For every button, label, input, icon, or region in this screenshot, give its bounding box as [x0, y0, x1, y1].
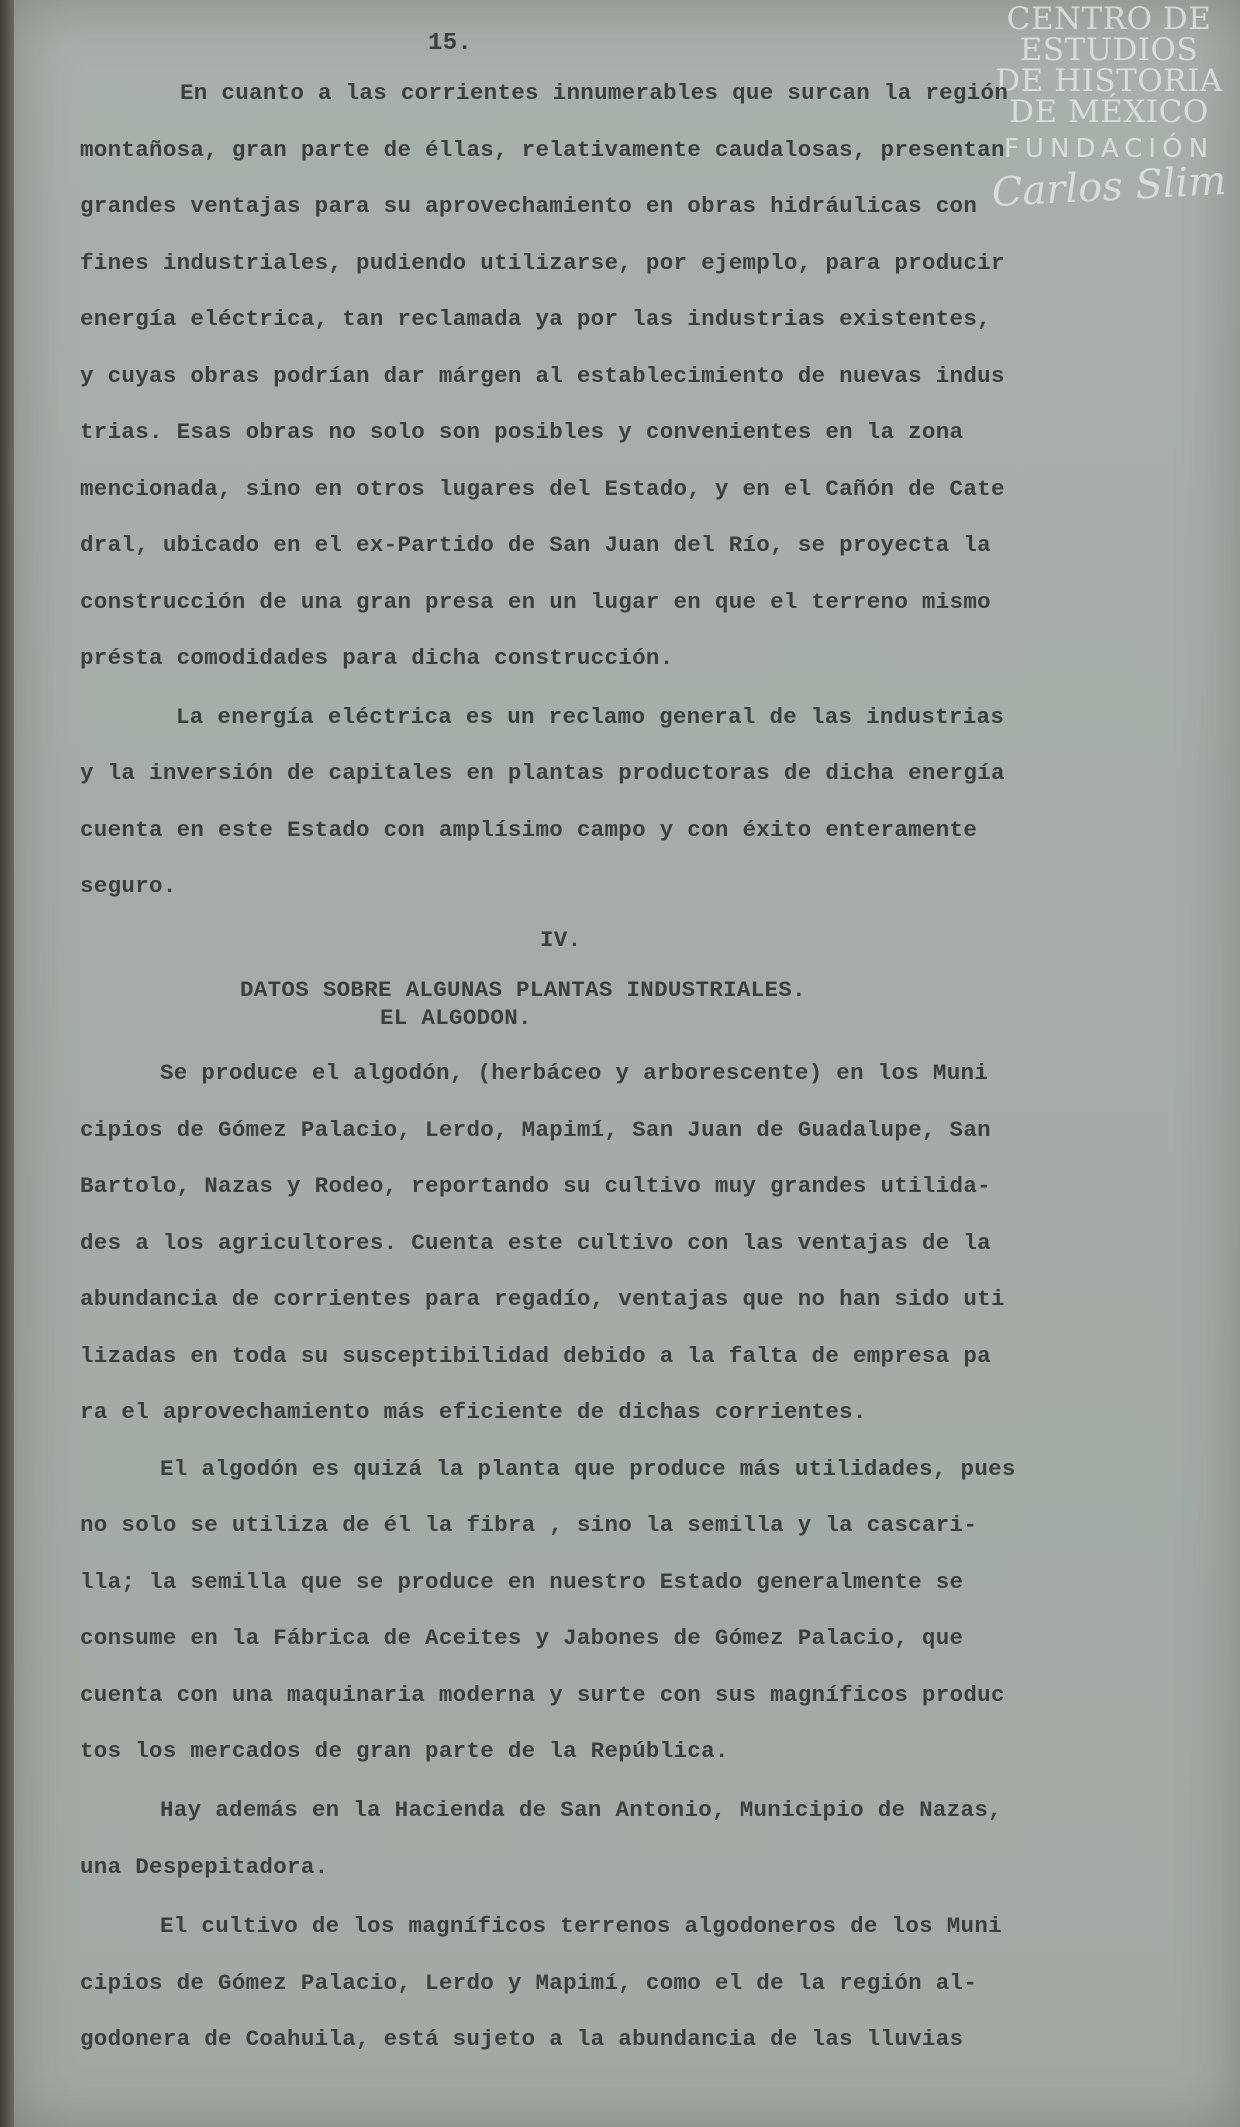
- text-line: y cuyas obras podrían dar márgen al establecimiento de nuevas indus: [80, 363, 1005, 389]
- text-line: y la inversión de capitales en plantas productoras de dicha energía: [80, 760, 1005, 786]
- section-number: IV.: [540, 927, 582, 953]
- text-line: El cultivo de los magníficos terrenos algodoneros de los Muni: [160, 1913, 1002, 1939]
- text-line: Se produce el algodón, (herbáceo y arborescente) en los Muni: [160, 1060, 989, 1086]
- text-line: una Despepitadora.: [80, 1854, 329, 1880]
- watermark-line: CENTRO DE: [1006, 1, 1212, 37]
- text-line: seguro.: [80, 873, 177, 899]
- text-line: En cuanto a las corrientes innumerables que surcan la región: [180, 80, 1009, 106]
- text-line: Hay además en la Hacienda de San Antonio, Municipio de Nazas,: [160, 1797, 1002, 1823]
- text-line: construcción de una gran presa en un lugar en que el terreno mismo: [80, 589, 991, 615]
- page-number: 15.: [428, 30, 473, 57]
- text-line: ra el aprovechamiento más eficiente de dichas corrientes.: [80, 1399, 867, 1425]
- text-line: cuenta en este Estado con amplísimo campo y con éxito enteramente: [80, 817, 978, 843]
- section-subheading: EL ALGODON.: [380, 1005, 532, 1031]
- watermark-signature: Carlos Slim: [990, 157, 1228, 217]
- text-line: lizadas en toda su susceptibilidad debido a la falta de empresa pa: [80, 1343, 991, 1369]
- scan-left-edge: [0, 0, 14, 2127]
- text-line: abundancia de corrientes para regadío, ventajas que no han sido uti: [80, 1286, 1005, 1312]
- section-heading: DATOS SOBRE ALGUNAS PLANTAS INDUSTRIALES.: [240, 977, 806, 1003]
- text-line: no solo se utiliza de él la fibra , sino la semilla y la cascari-: [80, 1512, 978, 1538]
- text-line: Bartolo, Nazas y Rodeo, reportando su cultivo muy grandes utilida-: [80, 1173, 991, 1199]
- text-line: cuenta con una maquinaria moderna y surte con sus magníficos produc: [80, 1682, 1005, 1708]
- text-line: El algodón es quizá la planta que produce más utilidades, pues: [160, 1456, 1016, 1482]
- document-page: [14, 0, 1240, 2127]
- text-line: tos los mercados de gran parte de la República.: [80, 1738, 729, 1764]
- archive-watermark: [984, 1, 1234, 314]
- text-line: La energía eléctrica es un reclamo general de las industrias: [176, 704, 1005, 730]
- watermark-line: DE MÉXICO: [1009, 94, 1209, 130]
- text-line: energía eléctrica, tan reclamada ya por las industrias existentes,: [80, 306, 991, 332]
- text-line: dral, ubicado en el ex-Partido de San Juan del Río, se proyecta la: [80, 532, 991, 558]
- text-line: godonera de Coahuila, está sujeto a la abundancia de las lluvias: [80, 2026, 964, 2052]
- watermark-foundation: FUNDACIÓN: [1003, 134, 1215, 164]
- text-line: consume en la Fábrica de Aceites y Jabones de Gómez Palacio, que: [80, 1625, 964, 1651]
- text-line: montañosa, gran parte de éllas, relativamente caudalosas, presentan: [80, 137, 1005, 163]
- text-line: trias. Esas obras no solo son posibles y convenientes en la zona: [80, 419, 964, 445]
- text-line: des a los agricultores. Cuenta este cultivo con las ventajas de la: [80, 1230, 991, 1256]
- watermark-line: DE HISTORIA: [995, 63, 1223, 99]
- watermark-line: ESTUDIOS: [1019, 32, 1199, 68]
- text-line: présta comodidades para dicha construcción.: [80, 645, 674, 671]
- text-line: mencionada, sino en otros lugares del Estado, y en el Cañón de Cate: [80, 476, 1005, 502]
- text-line: fines industriales, pudiendo utilizarse, por ejemplo, para producir: [80, 250, 1005, 276]
- text-line: lla; la semilla que se produce en nuestro Estado generalmente se: [80, 1569, 964, 1595]
- text-line: cipios de Gómez Palacio, Lerdo y Mapimí, como el de la región al-: [80, 1970, 978, 1996]
- text-line: grandes ventajas para su aprovechamiento en obras hidráulicas con: [80, 193, 978, 219]
- text-line: cipios de Gómez Palacio, Lerdo, Mapimí, San Juan de Guadalupe, San: [80, 1117, 991, 1143]
